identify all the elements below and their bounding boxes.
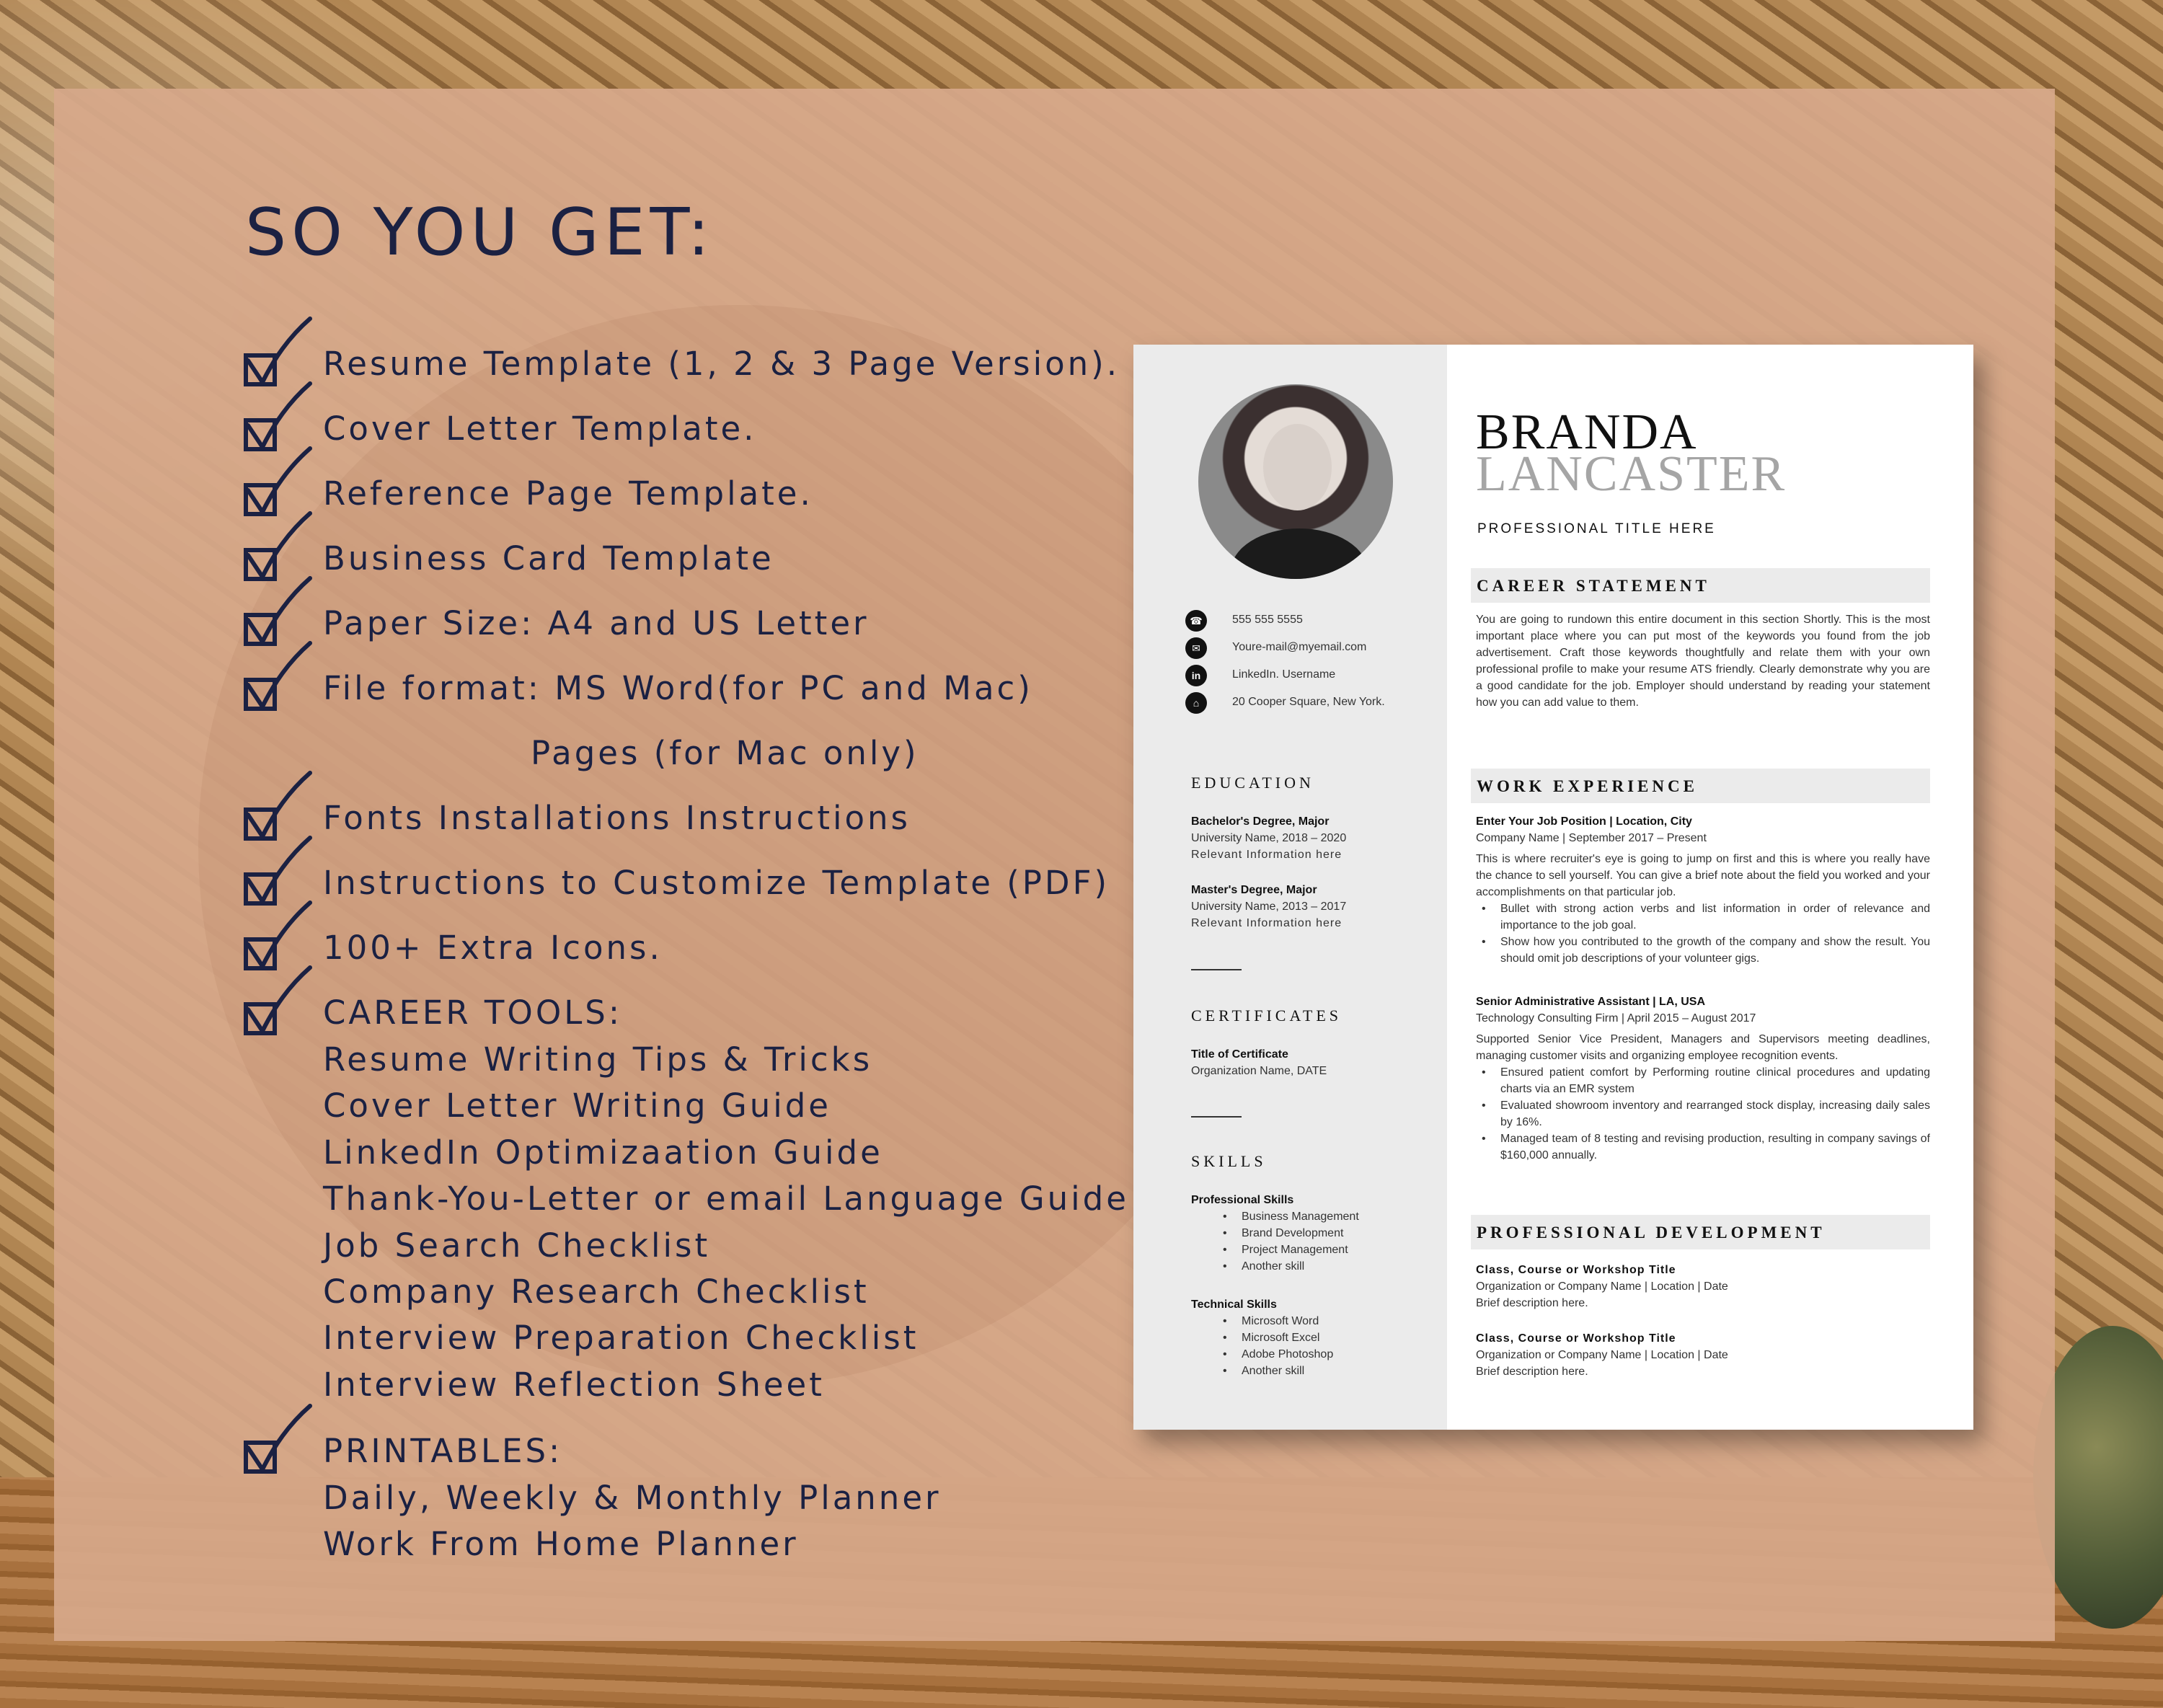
checklist-item: Daily, Weekly & Monthly Planner xyxy=(323,1479,942,1517)
contact-email: Youre-mail@myemail.com xyxy=(1232,641,1367,653)
divider xyxy=(1191,1116,1242,1118)
checkmark-icon xyxy=(238,510,317,583)
professional-development-bar: PROFESSIONAL DEVELOPMENT xyxy=(1471,1215,1930,1249)
education-entry: Master's Degree, Major University Name, 2013 – 2017 Relevant Information here xyxy=(1191,884,1347,929)
resume-preview xyxy=(1133,345,1973,1430)
education-heading: EDUCATION xyxy=(1191,774,1314,792)
checklist-item: PRINTABLES: xyxy=(323,1432,563,1470)
development-entry: Class, Course or Workshop Title Organization or Company Name | Location | Date Brief description here. xyxy=(1476,1332,1728,1378)
certificates-heading: CERTIFICATES xyxy=(1191,1006,1343,1025)
linkedin-icon: in xyxy=(1185,665,1207,686)
checklist-item: Interview Reflection Sheet xyxy=(323,1366,825,1404)
development-entry: Class, Course or Workshop Title Organization or Company Name | Location | Date Brief description here. xyxy=(1476,1264,1728,1309)
checklist-item: Resume Writing Tips & Tricks xyxy=(323,1040,873,1079)
checkmark-icon xyxy=(238,900,317,972)
checklist-item: Company Research Checklist xyxy=(323,1273,870,1311)
checkmark-icon xyxy=(238,965,317,1037)
checkmark-icon xyxy=(238,770,317,842)
career-statement-text: You are going to rundown this entire document in this section Shortly. This is the most important place where you can put most of the keywords you found from the job advertisement. Craft those keywords thoughtfully and relate them with your own professional profile to make your resume ATS friendly. Clearly demonstrate why you are a good candidate for the job. Employer should understand by reading your statement how you can add value to them. xyxy=(1476,614,1930,709)
checklist-item: Cover Letter Template. xyxy=(323,410,757,448)
checklist-item: Work From Home Planner xyxy=(323,1525,799,1563)
work-experience-bar: WORK EXPERIENCE xyxy=(1471,769,1930,803)
checklist-item: Job Search Checklist xyxy=(323,1226,711,1265)
checkmark-icon xyxy=(238,381,317,453)
contact-linkedin: LinkedIn. Username xyxy=(1232,668,1336,681)
checklist-item: Thank-You-Letter or email Language Guide xyxy=(323,1180,1129,1218)
page-title: SO YOU GET: xyxy=(245,195,715,270)
home-icon: ⌂ xyxy=(1185,692,1207,714)
checklist-item: Pages (for Mac only) xyxy=(531,734,919,772)
checkmark-icon xyxy=(238,316,317,388)
contact-address: 20 Cooper Square, New York. xyxy=(1232,696,1385,708)
resume-last-name: LANCASTER xyxy=(1476,446,1787,502)
skills-heading: SKILLS xyxy=(1191,1152,1267,1170)
checklist-item: Instructions to Customize Template (PDF) xyxy=(323,864,1110,902)
checklist-item: Cover Letter Writing Guide xyxy=(323,1087,831,1125)
checkmark-icon xyxy=(238,835,317,907)
checklist-item: Resume Template (1, 2 & 3 Page Version). xyxy=(323,345,1120,383)
contact-phone: 555 555 5555 xyxy=(1232,614,1303,626)
job-entry: Enter Your Job Position | Location, City Company Name | September 2017 – Present This is where recruiter's eye is going to jump on first and this is where you really have the chance to sell yourself. You can give a brief note about the field you worked and your accomplishments on that particular job. • Bullet with strong action verbs and list information in order of relevance and importance to the job goal. • Show how you contributed to the growth of the company and show the result. You should omit job descriptions of your volunteer gigs. xyxy=(1476,813,1930,967)
checklist-item: Business Card Template xyxy=(323,539,774,578)
checkmark-icon xyxy=(238,575,317,647)
resume-first-name: BRANDA xyxy=(1476,404,1698,460)
checklist-item: Reference Page Template. xyxy=(323,474,813,513)
profile-photo xyxy=(1198,384,1393,579)
email-icon: ✉ xyxy=(1185,637,1207,659)
technical-skills: Technical Skills • Microsoft Word • Microsoft Excel • Adobe Photoshop • Another skill xyxy=(1191,1296,1333,1379)
checklist-item: CAREER TOOLS: xyxy=(323,994,623,1032)
certificate-entry: Title of Certificate Organization Name, DATE xyxy=(1191,1048,1327,1077)
checklist-item: Fonts Installations Instructions xyxy=(323,799,911,837)
phone-icon: ☎ xyxy=(1185,610,1207,632)
job-entry: Senior Administrative Assistant | LA, USA Technology Consulting Firm | April 2015 – August 2017 Supported Senior Vice President, Managers and Supervisors meeting deadlines, managing customer visits and organizing employee recognition events. • Ensured patient comfort by Performing routine clinical procedures and updating charts via an EMR system • Evaluated showroom inventory and rearranged stock display, increasing daily sales by 16%. • Managed team of 8 testing and revising production, resulting in company savings of $160,000 annually. xyxy=(1476,994,1930,1164)
career-statement-bar: CAREER STATEMENT xyxy=(1471,568,1930,603)
checklist-item: Interview Preparation Checklist xyxy=(323,1319,919,1357)
checkmark-icon xyxy=(238,446,317,518)
professional-title: PROFESSIONAL TITLE HERE xyxy=(1477,521,1716,536)
education-entry: Bachelor's Degree, Major University Name, 2018 – 2020 Relevant Information here xyxy=(1191,815,1347,861)
checkmark-icon xyxy=(238,1403,317,1475)
checkmark-icon xyxy=(238,640,317,712)
professional-skills: Professional Skills • Business Management • Brand Development • Project Management • Another skill xyxy=(1191,1192,1359,1275)
checklist-item: File format: MS Word(for PC and Mac) xyxy=(323,669,1033,707)
divider xyxy=(1191,969,1242,970)
checklist-item: LinkedIn Optimizaation Guide xyxy=(323,1133,883,1172)
leaf-shadow xyxy=(198,305,1280,1386)
checklist-item: Paper Size: A4 and US Letter xyxy=(323,604,870,642)
checklist-item: 100+ Extra Icons. xyxy=(323,929,663,967)
